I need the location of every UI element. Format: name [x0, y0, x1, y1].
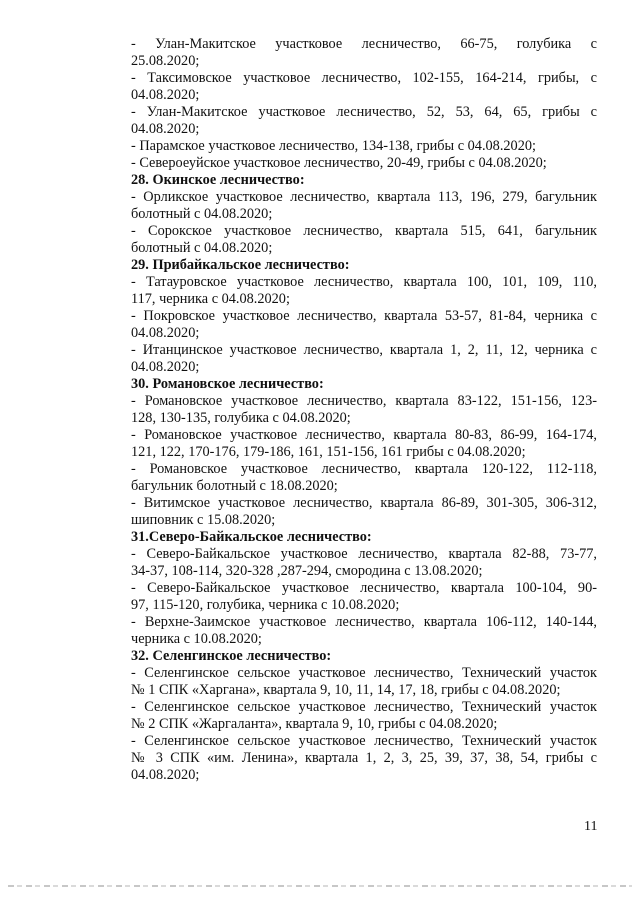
section-heading: 29. Прибайкальское лесничество:	[131, 257, 350, 273]
text-line: болотный с 04.08.2020;	[131, 240, 273, 256]
text-line: - Сорокское участковое лесничество, квартала 515, 641, багульник	[131, 223, 597, 239]
text-line: № 3 СПК «им. Ленина», квартала 1, 2, 3, 25, 39, 37, 38, 54, грибы с	[131, 750, 597, 766]
text-line: 04.08.2020;	[131, 767, 200, 783]
text-line: - Улан-Макитское участковое лесничество, 52, 53, 64, 65, грибы с	[131, 104, 597, 120]
text-line: - Покровское участковое лесничество, квартала 53-57, 81-84, черника с	[131, 308, 597, 324]
text-line: - Северо-Байкальское участковое лесничество, квартала 100-104, 90-	[131, 580, 597, 596]
text-line: - Селенгинское сельское участковое лесничество, Технический участок	[131, 733, 597, 749]
text-line: 34-37, 108-114, 320-328 ,287-294, смородина с 13.08.2020;	[131, 563, 483, 579]
text-line: 25.08.2020;	[131, 53, 200, 69]
text-line: № 2 СПК «Жаргаланта», квартала 9, 10, грибы с 04.08.2020;	[131, 716, 498, 732]
text-line: черника с 10.08.2020;	[131, 631, 262, 647]
text-line: 97, 115-120, голубика, черника с 10.08.2020;	[131, 597, 400, 613]
section-heading: 31.Северо-Байкальское лесничество:	[131, 529, 372, 545]
text-line: 121, 122, 170-176, 179-186, 161, 151-156, 161 грибы с 04.08.2020;	[131, 444, 526, 460]
text-line: - Улан-Макитское участковое лесничество, 66-75, голубика с	[131, 36, 597, 52]
text-line: болотный с 04.08.2020;	[131, 206, 273, 222]
text-line: 128, 130-135, голубика с 04.08.2020;	[131, 410, 351, 426]
text-line: 04.08.2020;	[131, 87, 200, 103]
section-heading: 32. Селенгинское лесничество:	[131, 648, 332, 664]
text-line: - Татауровское участковое лесничество, квартала 100, 101, 109, 110,	[131, 274, 597, 290]
text-line: 117, черника с 04.08.2020;	[131, 291, 290, 307]
text-line: 04.08.2020;	[131, 359, 200, 375]
scan-edge-artifact	[8, 885, 632, 887]
text-line: - Селенгинское сельское участковое лесничество, Технический участок	[131, 699, 597, 715]
text-line: - Романовское участковое лесничество, квартала 83-122, 151-156, 123-	[131, 393, 597, 409]
text-line: - Северо-Байкальское участковое лесничество, квартала 82-88, 73-77,	[131, 546, 597, 562]
text-line: - Североеуйское участковое лесничество, 20-49, грибы с 04.08.2020;	[131, 155, 547, 171]
text-line: - Романовское участковое лесничество, квартала 80-83, 86-99, 164-174,	[131, 427, 597, 443]
text-line: 04.08.2020;	[131, 121, 200, 137]
text-line: - Итанцинское участковое лесничество, квартала 1, 2, 11, 12, черника с	[131, 342, 597, 358]
section-heading: 28. Окинское лесничество:	[131, 172, 305, 188]
text-line: 04.08.2020;	[131, 325, 200, 341]
text-line: № 1 СПК «Харгана», квартала 9, 10, 11, 14, 17, 18, грибы с 04.08.2020;	[131, 682, 561, 698]
text-line: багульник болотный с 18.08.2020;	[131, 478, 338, 494]
text-line: - Верхне-Заимское участковое лесничество, квартала 106-112, 140-144,	[131, 614, 597, 630]
text-line: - Таксимовское участковое лесничество, 102-155, 164-214, грибы, с	[131, 70, 597, 86]
text-line: - Орликское участковое лесничество, квартала 113, 196, 279, багульник	[131, 189, 597, 205]
text-line: - Романовское участковое лесничество, квартала 120-122, 112-118,	[131, 461, 597, 477]
text-line: - Парамское участковое лесничество, 134-138, грибы с 04.08.2020;	[131, 138, 536, 154]
text-line: - Витимское участковое лесничество, квартала 86-89, 301-305, 306-312,	[131, 495, 597, 511]
text-line: шиповник с 15.08.2020;	[131, 512, 276, 528]
section-heading: 30. Романовское лесничество:	[131, 376, 324, 392]
document-body	[131, 36, 597, 784]
text-line: - Селенгинское сельское участковое лесничество, Технический участок	[131, 665, 597, 681]
page-number: 11	[584, 819, 598, 834]
